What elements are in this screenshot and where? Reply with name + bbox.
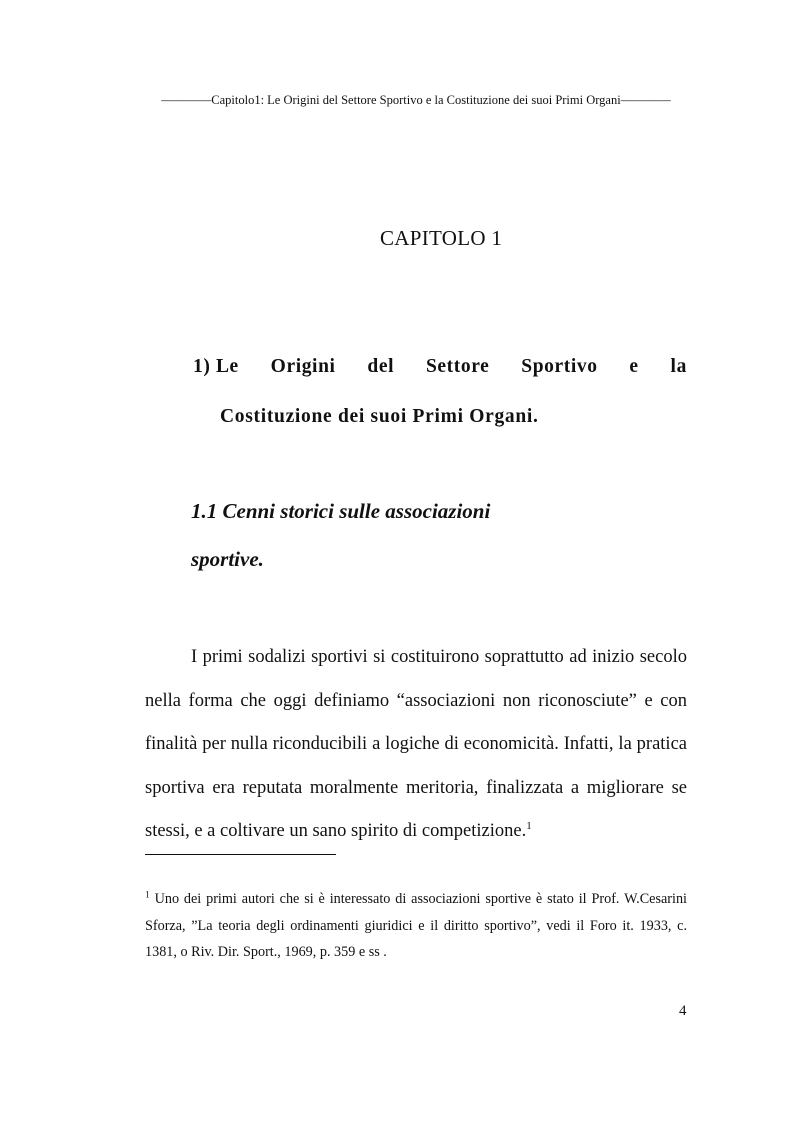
section-title-word: Origini <box>270 356 336 377</box>
chapter-label: CAPITOLO 1 <box>380 226 503 250</box>
subsection-heading-line-1: 1.1 Cenni storici sulle associazioni <box>191 499 491 523</box>
section-title-word: e <box>629 356 639 377</box>
section-heading <box>193 353 687 431</box>
section-number: 1) <box>193 356 211 377</box>
subsection-heading-line-2: sportive. <box>191 547 264 571</box>
section-title-word: Sportivo <box>521 356 598 377</box>
footnote-separator <box>145 854 336 855</box>
footnote-reference[interactable]: 1 <box>526 819 532 832</box>
body-paragraph <box>145 636 687 854</box>
section-heading-line-2: Costituzione dei suoi Primi Organi. <box>220 406 539 427</box>
section-title-word: Le <box>215 356 239 377</box>
section-title-word: del <box>367 356 395 377</box>
subsection-heading <box>191 498 490 572</box>
section-title-word: Settore <box>425 356 490 377</box>
section-number-word <box>193 353 239 381</box>
running-header: ————Capitolo1: Le Origini del Settore Sportivo e la Costituzione dei suoi Primi Organi———— <box>161 93 671 107</box>
body-paragraph-text: I primi sodalizi sportivi si costituirono soprattutto ad inizio secolo nella forma che oggi definiamo “associazioni non riconosciute” e con finalità per nulla riconducibili a logiche di economicità. Infatti, la pratica sportiva era reputata moralmente meritoria, finalizzata a migliorare se stessi, e a coltivare un sano spirito di competizione. <box>145 647 687 841</box>
page-number: 4 <box>679 1003 687 1019</box>
section-title-word: la <box>670 356 687 377</box>
footnote-text: Uno dei primi autori che si è interessato di associazioni sportive è stato il Prof. W.Cesarini Sforza, ”La teoria degli ordinamenti giuridici e il diritto sportivo”, vedi il Foro it. 1933, c. 1381, o Riv. Dir. Sport., 1969, p. 359 e ss . <box>145 891 687 960</box>
section-heading-line-1 <box>193 353 687 381</box>
footnote <box>145 886 687 966</box>
footnote-number: 1 <box>145 890 150 901</box>
